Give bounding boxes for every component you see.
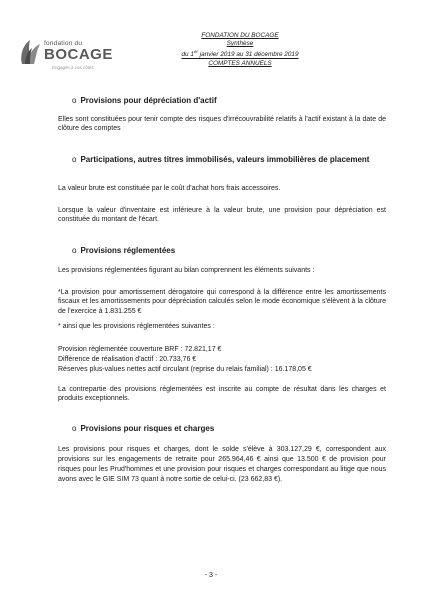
header-period bbox=[160, 48, 320, 59]
heading-bullet: o bbox=[72, 424, 77, 433]
paragraph-provisions-suivantes: * ainsi que les provisions réglementées suivantes : bbox=[58, 323, 215, 330]
paragraph-depreciation: Elles sont constituées pour tenir compte des risques d'irrécouvrabilité relatifs à l'actif existant à la date de clôture des comptes bbox=[58, 116, 386, 133]
section-heading-reglementees bbox=[72, 246, 175, 256]
fondation-logo bbox=[18, 34, 113, 76]
header-synthese: Synthèse bbox=[226, 40, 254, 48]
header-comptes: COMPTES ANNUELS bbox=[208, 59, 272, 67]
document-header bbox=[160, 32, 320, 68]
heading-title: Participations, autres titres immobilisés, valeurs immobilières de placement bbox=[80, 155, 370, 164]
header-period-sup: er bbox=[193, 49, 198, 55]
logo-small-text: fondation du bbox=[44, 40, 83, 47]
paragraph-amortissement: *La provision pour amortissement dérogatoire qui correspond à la différence entre les amortissements fiscaux et les amortissements pour dépréciation calculés selon le mode économique s'élèvent à la clôture de l'exercice à 1.831.255 € bbox=[58, 289, 386, 315]
paragraph-contrepartie: La contrepartie des provisions réglementées est inscrite au compte de résultat dans les charges et produits exceptionnels. bbox=[58, 386, 386, 403]
heading-title: Provisions pour dépréciation d'actif bbox=[80, 96, 217, 105]
heading-bullet: o bbox=[72, 155, 77, 164]
paragraph-reglementees-intro: Les provisions réglementées figurant au bilan comprennent les éléments suivants : bbox=[58, 267, 315, 274]
section-heading-risques-charges bbox=[72, 424, 214, 434]
page-number: - 3 - bbox=[204, 572, 218, 579]
heading-title: Provisions pour risques et charges bbox=[80, 424, 215, 433]
heading-title: Provisions réglementées bbox=[80, 246, 176, 255]
header-period-start: du 1 bbox=[181, 51, 194, 59]
logo-emblem-icon bbox=[18, 38, 42, 66]
line-difference-realisation: Différence de réalisation d'actif : 20.733,76 € bbox=[58, 356, 197, 363]
logo-tagline: Engagés à vos côtés bbox=[52, 65, 94, 70]
line-provision-brf: Provision règlementée couverture BRF : 72.821,17 € bbox=[58, 346, 222, 353]
heading-bullet: o bbox=[72, 96, 77, 105]
paragraph-inventaire: Lorsque la valeur d'inventaire est inférieure à la valeur brute, une provision pour dépréciation est constituée du montant de l'écart. bbox=[58, 207, 386, 224]
header-period-end: janvier 2019 au 31 décembre 2019 bbox=[197, 51, 299, 59]
heading-bullet: o bbox=[72, 246, 77, 255]
header-org-name: FONDATION DU BOCAGE bbox=[201, 32, 279, 39]
logo-wordmark: BOCAGE bbox=[44, 46, 113, 63]
section-heading-depreciation bbox=[72, 96, 217, 106]
line-reserves-plus-values: Réserves plus-values nettes actif circulant (reprise du relais familial) : 16.178,05 € bbox=[58, 366, 312, 373]
paragraph-risques-charges: Les provisions pour risques et charges, dont le solde s'élève à 303.127,29 €, correspondent aux provisions sur les engagements de retraite pour 265.964,46 € ainsi que 13.500 € de provision pour risques pour les Prud'hommes et une provision pour risques et charges correspondant au litige que nous avons avec le GIE SIM 73 quant à notre sortie de celui-ci. (23 662,83 €). bbox=[58, 446, 386, 483]
section-heading-participations bbox=[72, 155, 386, 165]
paragraph-valeur-brute: La valeur brute est constituée par le coût d'achat hors frais accessoires. bbox=[58, 185, 281, 192]
